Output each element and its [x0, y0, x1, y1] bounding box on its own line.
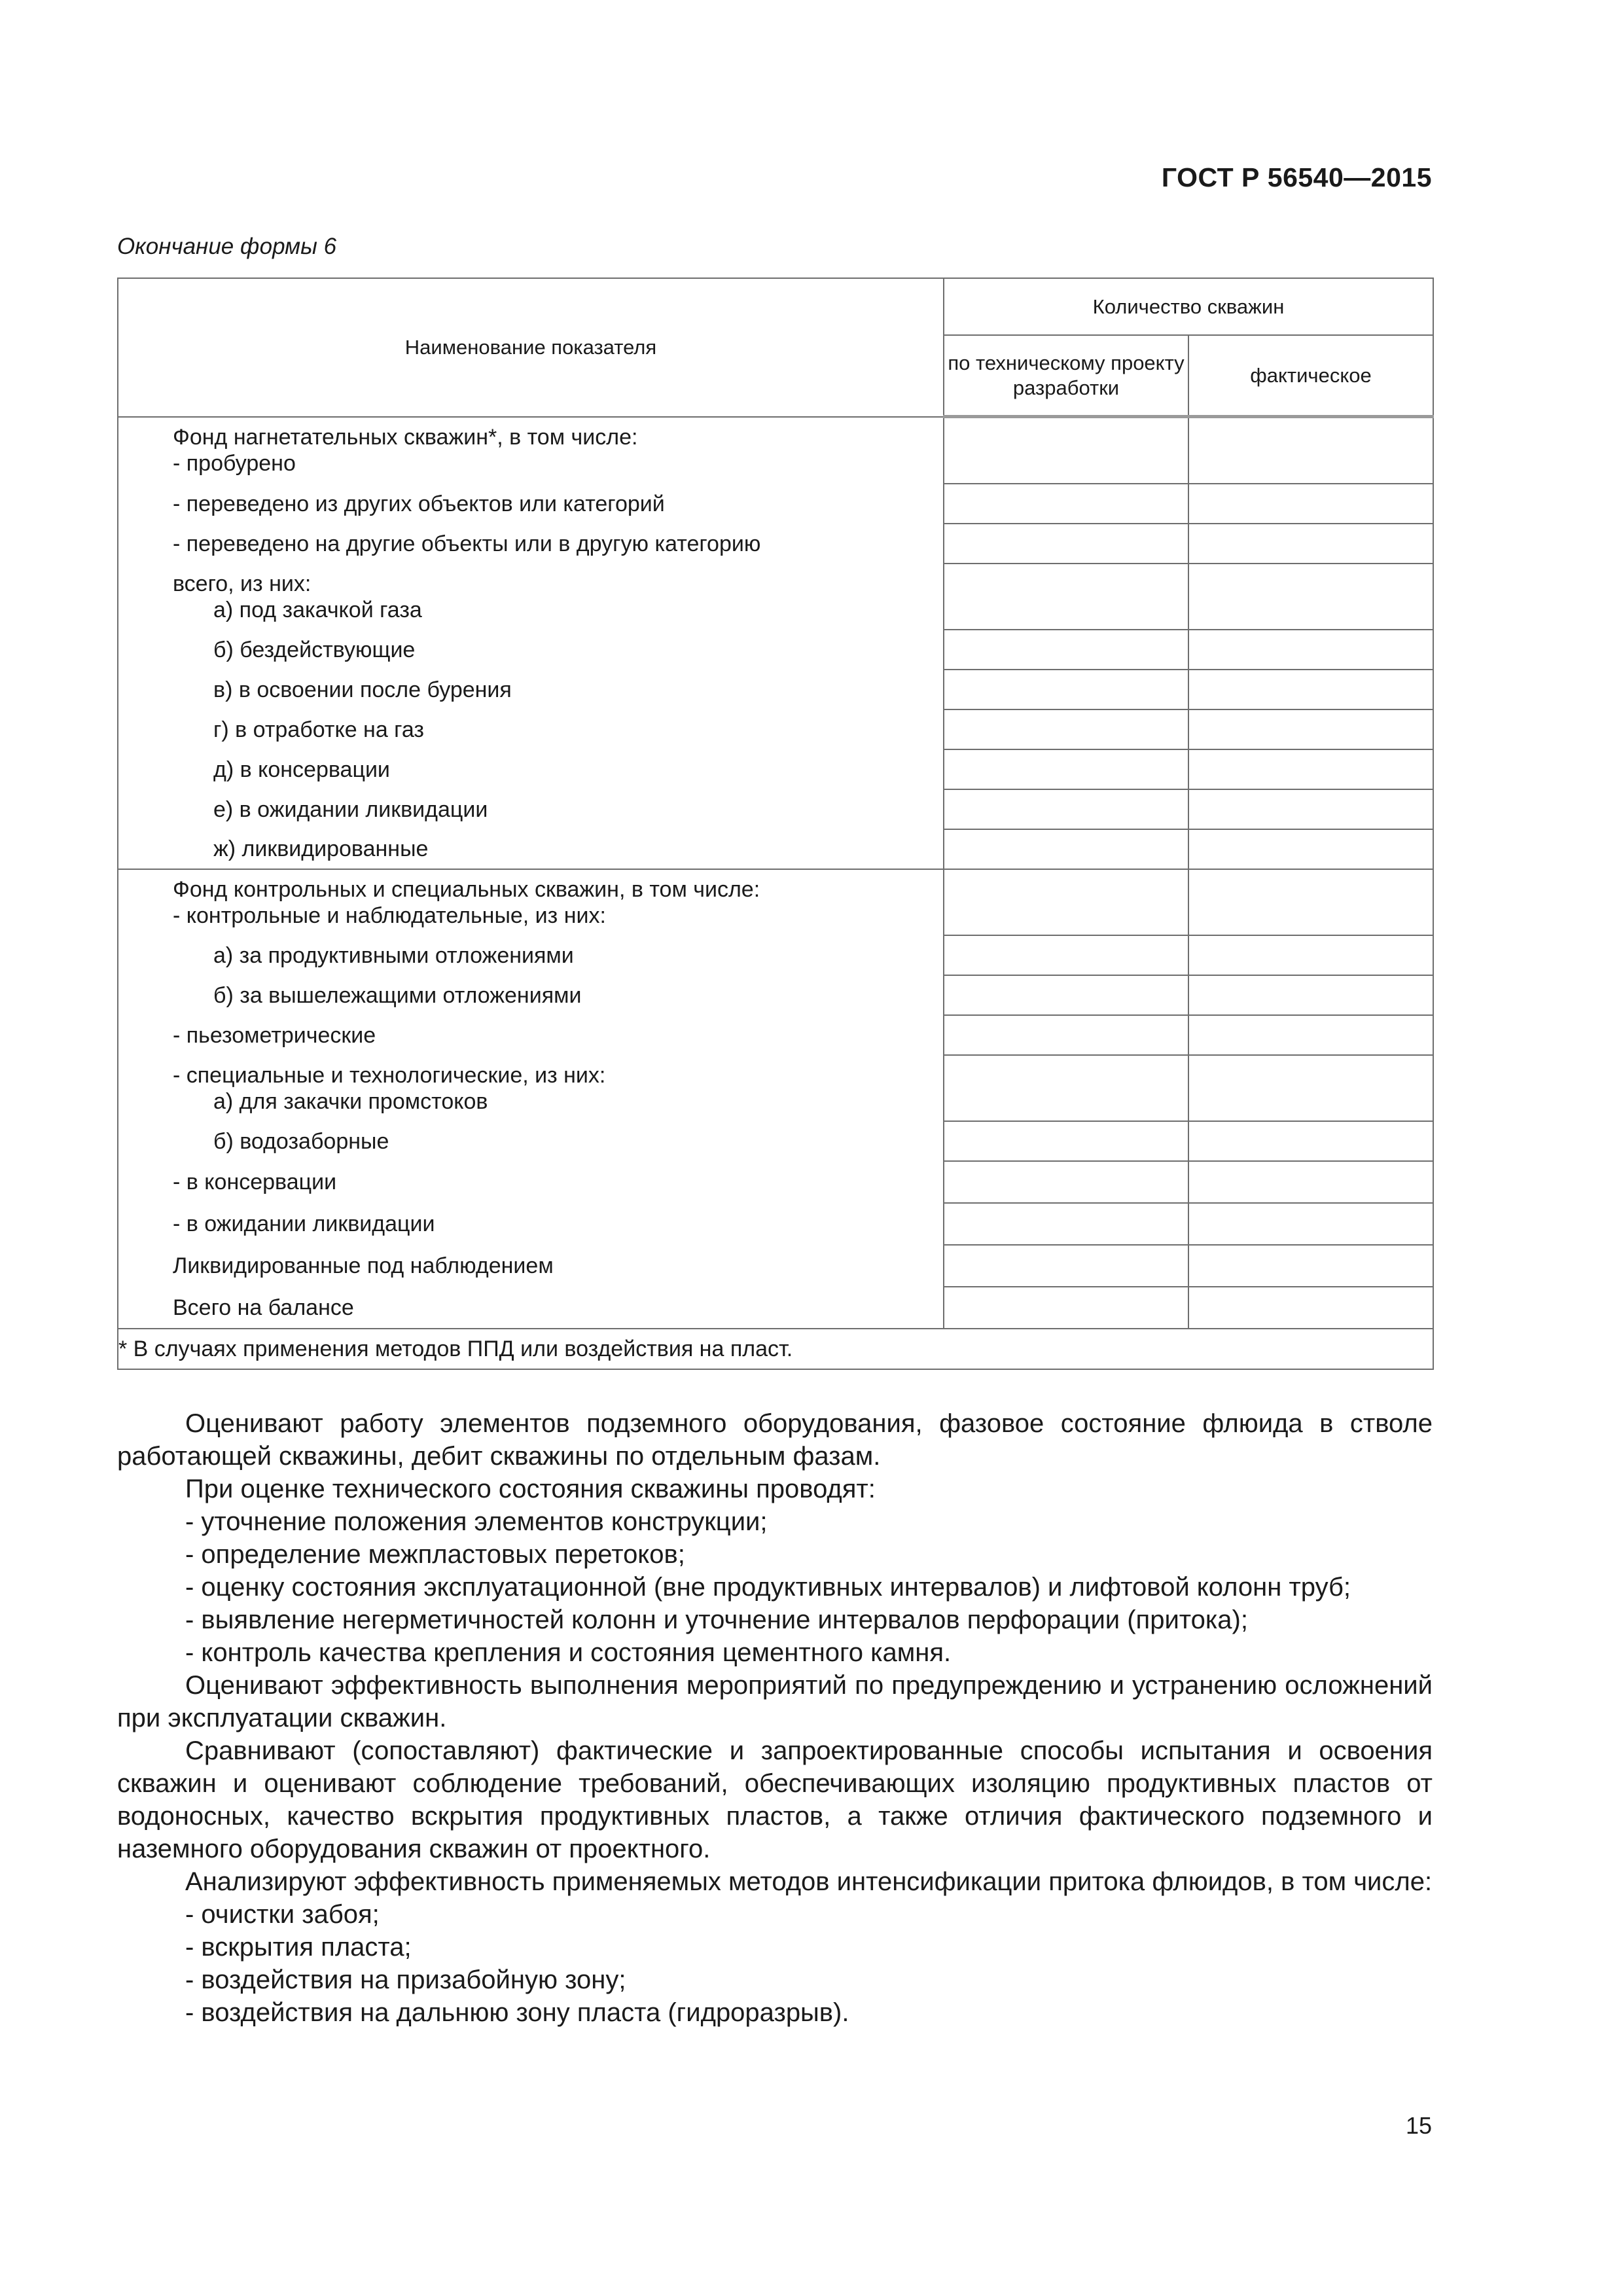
indicator-name-cell — [118, 670, 944, 709]
project-value-cell[interactable] — [944, 564, 1188, 630]
fact-value-cell[interactable] — [1188, 1121, 1433, 1161]
fact-value-cell[interactable] — [1188, 935, 1433, 975]
project-value-cell[interactable] — [944, 975, 1188, 1015]
indicator-name: б) водозаборные — [213, 1128, 389, 1154]
fact-value-cell[interactable] — [1188, 829, 1433, 869]
indicator-name: в) в освоении после бурения — [213, 677, 512, 702]
indicator-name-cell — [118, 564, 944, 630]
form-caption: Окончание формы 6 — [117, 234, 337, 259]
indicator-name-cell — [118, 829, 944, 869]
fact-value-cell[interactable] — [1188, 1245, 1433, 1287]
list-item: - уточнение положения элементов конструкции; — [185, 1507, 768, 1536]
table-row — [118, 1161, 1433, 1203]
indicator-name: - переведено из других объектов или категорий — [173, 491, 665, 516]
fact-value-cell[interactable] — [1188, 1055, 1433, 1121]
table-row — [118, 975, 1433, 1015]
project-value-cell[interactable] — [944, 709, 1188, 749]
indicator-name-cell — [118, 709, 944, 749]
indicator-name: - в ожидании ликвидации — [173, 1211, 435, 1236]
list-item: - вскрытия пласта; — [185, 1933, 412, 1962]
table-row — [118, 630, 1433, 670]
indicator-name: ж) ликвидированные — [213, 836, 429, 861]
indicator-name: - специальные и технологические, из них: — [173, 1062, 606, 1088]
table-row — [118, 524, 1433, 564]
fact-value-cell[interactable] — [1188, 670, 1433, 709]
indicator-name: б) бездействующие — [213, 637, 416, 662]
table-row — [118, 1015, 1433, 1055]
fact-value-cell[interactable] — [1188, 1161, 1433, 1203]
project-value-cell[interactable] — [944, 1015, 1188, 1055]
column-header-group: Количество скважин — [944, 278, 1433, 335]
project-value-cell[interactable] — [944, 789, 1188, 829]
project-value-cell[interactable] — [944, 1203, 1188, 1245]
indicator-name: Фонд контрольных и специальных скважин, в том числе: — [173, 877, 760, 902]
indicator-name-cell — [118, 1055, 944, 1121]
fact-value-cell[interactable] — [1188, 417, 1433, 484]
list-item: - оценку состояния эксплуатационной (вне продуктивных интервалов) и лифтовой колонн труб; — [185, 1573, 1351, 1602]
indicator-name: д) в консервации — [213, 757, 390, 782]
indicator-name: - переведено на другие объекты или в другую категорию — [173, 531, 761, 556]
indicator-name: - в консервации — [173, 1170, 337, 1194]
list-item: - определение межпластовых перетоков; — [185, 1540, 685, 1569]
table-row — [118, 1055, 1433, 1121]
list-item: - воздействия на дальнюю зону пласта (гидроразрыв). — [185, 1998, 849, 2027]
table-row — [118, 1287, 1433, 1329]
table-row — [118, 1121, 1433, 1161]
indicator-name: Всего на балансе — [173, 1295, 354, 1320]
table-row — [118, 869, 1433, 935]
fact-value-cell[interactable] — [1188, 1287, 1433, 1329]
indicator-name-cell — [118, 975, 944, 1015]
indicator-name: е) в ожидании ликвидации — [213, 797, 488, 822]
project-value-cell[interactable] — [944, 670, 1188, 709]
column-header-fact: фактическое — [1188, 335, 1433, 417]
indicator-name: б) за вышележащими отложениями — [213, 982, 582, 1008]
indicator-name-cell — [118, 417, 944, 484]
indicator-name-cell — [118, 1121, 944, 1161]
table-row — [118, 709, 1433, 749]
indicator-name-cell — [118, 1161, 944, 1203]
fact-value-cell[interactable] — [1188, 1203, 1433, 1245]
project-value-cell[interactable] — [944, 1121, 1188, 1161]
indicator-name-cell — [118, 789, 944, 829]
project-value-cell[interactable] — [944, 1055, 1188, 1121]
indicator-name: всего, из них: — [173, 571, 312, 596]
fact-value-cell[interactable] — [1188, 749, 1433, 789]
fact-value-cell[interactable] — [1188, 709, 1433, 749]
indicator-name: г) в отработке на газ — [213, 717, 424, 742]
table-row — [118, 829, 1433, 869]
project-value-cell[interactable] — [944, 829, 1188, 869]
table-body — [118, 417, 1433, 1329]
table-row — [118, 484, 1433, 524]
indicator-name: - пьезометрические — [173, 1022, 376, 1048]
fact-value-cell[interactable] — [1188, 975, 1433, 1015]
indicator-name-cell — [118, 749, 944, 789]
fact-value-cell[interactable] — [1188, 564, 1433, 630]
project-value-cell[interactable] — [944, 1245, 1188, 1287]
table-row — [118, 417, 1433, 484]
indicator-name-cell — [118, 1203, 944, 1245]
table-row — [118, 564, 1433, 630]
table-footnote: * В случаях применения методов ППД или воздействия на пласт. — [118, 1329, 1433, 1369]
body-text — [117, 1407, 1433, 2029]
indicator-name: Ликвидированные под наблюдением — [173, 1253, 554, 1278]
project-value-cell[interactable] — [944, 484, 1188, 524]
paragraph: Сравнивают (сопоставляют) фактические и запроектированные способы испытания и освоения скважин и оценивают соблюдение требований, обеспечивающих изоляцию продуктивных пластов от водоносных, качество вскрытия продуктивных пластов, а также отличия фактического подземного и наземного оборудования скважин от проектного. — [117, 1736, 1433, 1863]
project-value-cell[interactable] — [944, 749, 1188, 789]
indicator-name: - пробурено — [173, 451, 296, 476]
table-row — [118, 1203, 1433, 1245]
indicator-name: а) за продуктивными отложениями — [213, 942, 574, 968]
fact-value-cell[interactable] — [1188, 869, 1433, 935]
fact-value-cell[interactable] — [1188, 630, 1433, 670]
fact-value-cell[interactable] — [1188, 789, 1433, 829]
wells-fund-table — [117, 278, 1434, 1370]
table-row — [118, 935, 1433, 975]
indicator-name-cell — [118, 1015, 944, 1055]
project-value-cell[interactable] — [944, 630, 1188, 670]
indicator-name-cell — [118, 1245, 944, 1287]
fact-value-cell[interactable] — [1188, 524, 1433, 564]
indicator-name-cell — [118, 524, 944, 564]
list-item: - воздействия на призабойную зону; — [185, 1965, 626, 1994]
column-header-name: Наименование показателя — [118, 278, 944, 417]
project-value-cell[interactable] — [944, 1161, 1188, 1203]
indicator-name: - контрольные и наблюдательные, из них: — [173, 903, 606, 928]
indicator-name-cell — [118, 869, 944, 935]
indicator-name-cell — [118, 1287, 944, 1329]
document-standard-number: ГОСТ Р 56540—2015 — [1161, 162, 1432, 192]
list-item: - контроль качества крепления и состояния цементного камня. — [185, 1638, 952, 1667]
page-number: 15 — [1405, 2112, 1432, 2139]
table-row — [118, 670, 1433, 709]
table-row — [118, 749, 1433, 789]
fact-value-cell[interactable] — [1188, 484, 1433, 524]
table-row — [118, 1245, 1433, 1287]
project-value-cell[interactable] — [944, 869, 1188, 935]
project-value-cell[interactable] — [944, 1287, 1188, 1329]
paragraph: Оценивают эффективность выполнения мероприятий по предупреждению и устранению осложнений при эксплуатации скважин. — [117, 1671, 1433, 1732]
indicator-name-cell — [118, 935, 944, 975]
indicator-name-cell — [118, 484, 944, 524]
paragraph: При оценке технического состояния скважины проводят: — [185, 1475, 876, 1503]
table-row — [118, 789, 1433, 829]
indicator-name: а) под закачкой газа — [213, 597, 422, 622]
list-item: - выявление негерметичностей колонн и уточнение интервалов перфорации (притока); — [185, 1605, 1248, 1634]
paragraph: Оценивают работу элементов подземного оборудования, фазовое состояние флюида в стволе работающей скважины, дебит скважины по отдельным фазам. — [117, 1409, 1433, 1471]
indicator-name-cell — [118, 630, 944, 670]
project-value-cell[interactable] — [944, 524, 1188, 564]
project-value-cell[interactable] — [944, 935, 1188, 975]
indicator-name: а) для закачки промстоков — [213, 1088, 488, 1114]
paragraph: Анализируют эффективность применяемых методов интенсификации притока флюидов, в том числе: — [185, 1867, 1433, 1896]
list-item: - очистки забоя; — [185, 1900, 380, 1929]
project-value-cell[interactable] — [944, 417, 1188, 484]
indicator-name: Фонд нагнетательных скважин*, в том числе: — [173, 425, 638, 450]
fact-value-cell[interactable] — [1188, 1015, 1433, 1055]
column-header-project: по техническому проекту разработки — [944, 335, 1188, 417]
